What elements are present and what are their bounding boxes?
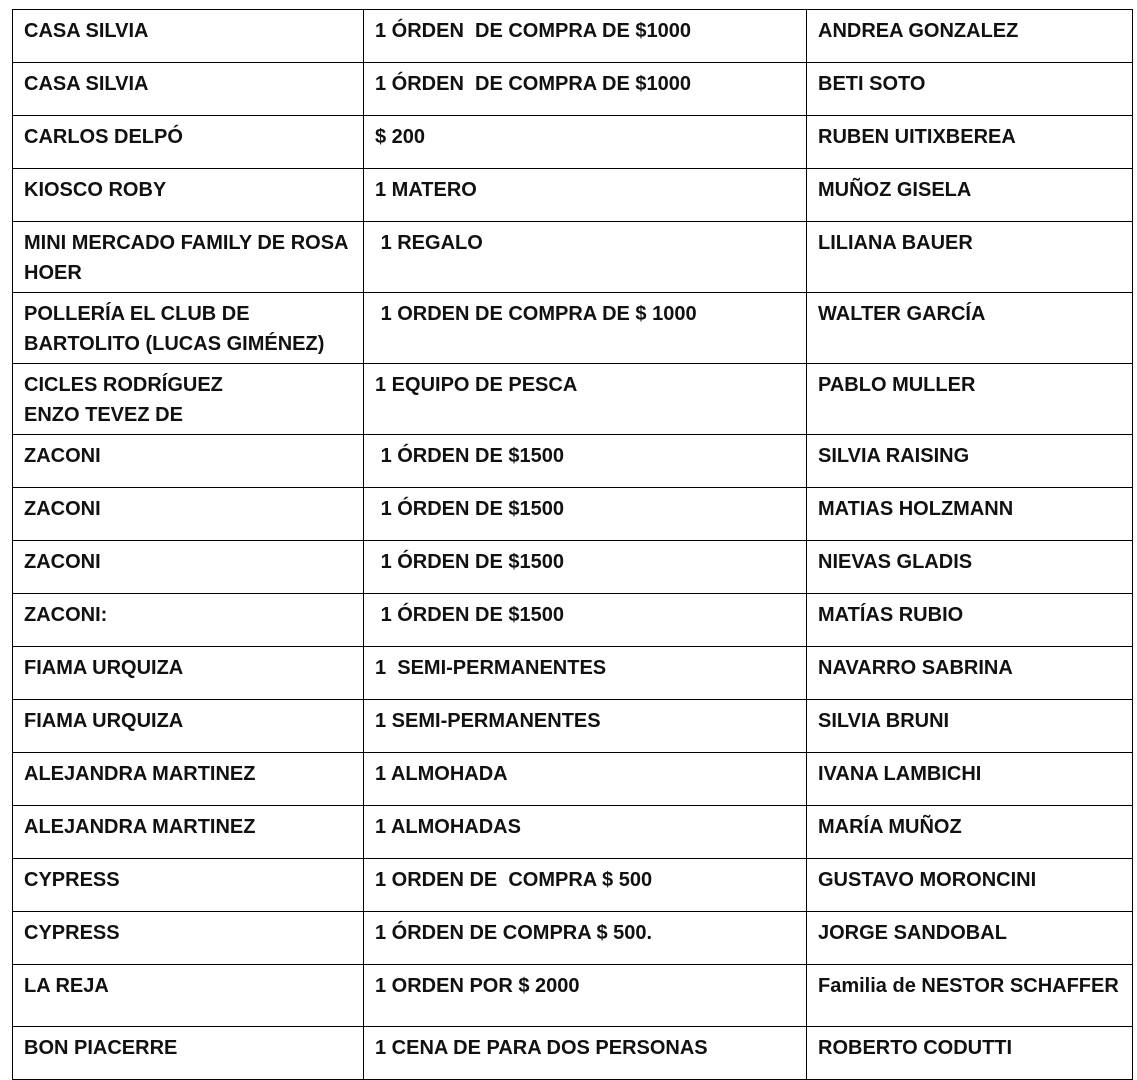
prize-cell: 1 ÓRDEN DE COMPRA DE $1000 — [364, 10, 807, 63]
sponsor-cell: KIOSCO ROBY — [13, 169, 364, 222]
sponsor-cell: ZACONI — [13, 541, 364, 594]
prize-cell: 1 ÓRDEN DE $1500 — [364, 435, 807, 488]
winner-cell: NAVARRO SABRINA — [807, 647, 1133, 700]
sponsor-cell: CYPRESS — [13, 859, 364, 912]
table-row — [13, 859, 1133, 912]
sponsor-cell: BON PIACERRE — [13, 1027, 364, 1080]
table-row — [13, 169, 1133, 222]
sponsor-cell: CYPRESS — [13, 912, 364, 965]
prize-cell: 1 ÓRDEN DE $1500 — [364, 488, 807, 541]
sponsor-cell: ALEJANDRA MARTINEZ — [13, 753, 364, 806]
winner-cell: WALTER GARCÍA — [807, 293, 1133, 364]
prize-cell: 1 REGALO — [364, 222, 807, 293]
table-row — [13, 488, 1133, 541]
prize-table — [12, 9, 1133, 1080]
winner-cell: ROBERTO CODUTTI — [807, 1027, 1133, 1080]
sponsor-cell: POLLERÍA EL CLUB DE BARTOLITO (LUCAS GIMÉNEZ) — [13, 293, 364, 364]
table-row — [13, 63, 1133, 116]
sponsor-cell: ALEJANDRA MARTINEZ — [13, 806, 364, 859]
winner-cell: PABLO MULLER — [807, 364, 1133, 435]
prize-cell: 1 MATERO — [364, 169, 807, 222]
winner-cell: JORGE SANDOBAL — [807, 912, 1133, 965]
prize-cell: 1 EQUIPO DE PESCA — [364, 364, 807, 435]
winner-cell: MATÍAS RUBIO — [807, 594, 1133, 647]
prize-cell: 1 ALMOHADAS — [364, 806, 807, 859]
sponsor-cell: LA REJA — [13, 965, 364, 1027]
sponsor-cell: CICLES RODRÍGUEZ ENZO TEVEZ DE — [13, 364, 364, 435]
sponsor-cell: MINI MERCADO FAMILY DE ROSA HOER — [13, 222, 364, 293]
table-row — [13, 10, 1133, 63]
sponsor-cell: FIAMA URQUIZA — [13, 700, 364, 753]
winner-cell: SILVIA BRUNI — [807, 700, 1133, 753]
prize-cell: 1 SEMI-PERMANENTES — [364, 647, 807, 700]
winner-cell: IVANA LAMBICHI — [807, 753, 1133, 806]
sponsor-cell: FIAMA URQUIZA — [13, 647, 364, 700]
table-row — [13, 965, 1133, 1027]
table-row — [13, 364, 1133, 435]
prize-cell: 1 ÓRDEN DE $1500 — [364, 541, 807, 594]
table-row — [13, 541, 1133, 594]
sponsor-cell: ZACONI — [13, 488, 364, 541]
prize-cell: 1 ORDEN DE COMPRA $ 500 — [364, 859, 807, 912]
sponsor-cell: ZACONI: — [13, 594, 364, 647]
winner-cell: MUÑOZ GISELA — [807, 169, 1133, 222]
sponsor-cell: CASA SILVIA — [13, 63, 364, 116]
table-row — [13, 700, 1133, 753]
winner-cell: BETI SOTO — [807, 63, 1133, 116]
prize-cell: 1 CENA DE PARA DOS PERSONAS — [364, 1027, 807, 1080]
winner-cell: ANDREA GONZALEZ — [807, 10, 1133, 63]
winner-cell: NIEVAS GLADIS — [807, 541, 1133, 594]
prize-cell: 1 ORDEN DE COMPRA DE $ 1000 — [364, 293, 807, 364]
sponsor-cell: CASA SILVIA — [13, 10, 364, 63]
prize-cell: 1 ÓRDEN DE $1500 — [364, 594, 807, 647]
winner-cell: Familia de NESTOR SCHAFFER — [807, 965, 1133, 1027]
prize-cell: 1 SEMI-PERMANENTES — [364, 700, 807, 753]
table-row — [13, 912, 1133, 965]
sponsor-cell: ZACONI — [13, 435, 364, 488]
prize-cell: 1 ORDEN POR $ 2000 — [364, 965, 807, 1027]
table-row — [13, 222, 1133, 293]
table-row — [13, 594, 1133, 647]
table-row — [13, 293, 1133, 364]
table-row — [13, 1027, 1133, 1080]
prize-cell: 1 ALMOHADA — [364, 753, 807, 806]
winner-cell: GUSTAVO MORONCINI — [807, 859, 1133, 912]
winner-cell: MARÍA MUÑOZ — [807, 806, 1133, 859]
table-row — [13, 116, 1133, 169]
winner-cell: LILIANA BAUER — [807, 222, 1133, 293]
sponsor-cell: CARLOS DELPÓ — [13, 116, 364, 169]
winner-cell: RUBEN UITIXBEREA — [807, 116, 1133, 169]
table-row — [13, 647, 1133, 700]
prize-cell: $ 200 — [364, 116, 807, 169]
table-row — [13, 435, 1133, 488]
table-row — [13, 753, 1133, 806]
table-row — [13, 806, 1133, 859]
winner-cell: MATIAS HOLZMANN — [807, 488, 1133, 541]
winner-cell: SILVIA RAISING — [807, 435, 1133, 488]
prize-table-body — [13, 10, 1133, 1080]
prize-cell: 1 ÓRDEN DE COMPRA $ 500. — [364, 912, 807, 965]
prize-cell: 1 ÓRDEN DE COMPRA DE $1000 — [364, 63, 807, 116]
